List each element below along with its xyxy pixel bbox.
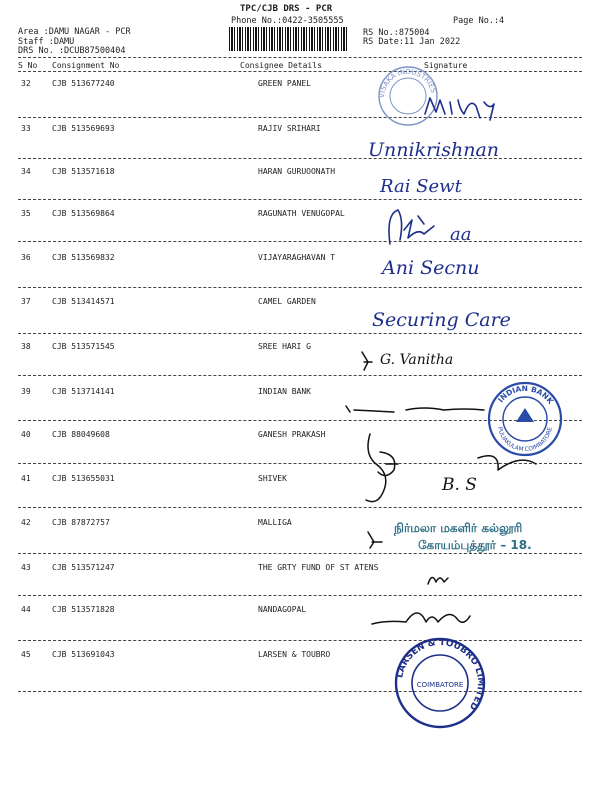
- col-consignee: Consignee Details: [240, 61, 322, 70]
- row-consignee: LARSEN & TOUBRO: [258, 650, 331, 659]
- row-sno: 33: [21, 124, 31, 133]
- col-consignment: Consignment No: [52, 61, 120, 70]
- signature-row33: [366, 130, 536, 170]
- header-divider: [18, 57, 582, 58]
- page-number: Page No.:4: [453, 16, 505, 26]
- row-divider: [18, 595, 582, 596]
- row-consignment: CJB 513691043: [52, 650, 115, 659]
- signature-row35-text: aa: [450, 224, 472, 245]
- signature-row36-text: Ani Secnu: [382, 257, 480, 279]
- row-consignment: CJB 513677240: [52, 79, 115, 88]
- row-consignee: SREE HARI G: [258, 342, 311, 351]
- larsen-stamp-text: LARSEN & TOUBRO LIMITED: [395, 637, 486, 712]
- signature-row44: [366, 594, 476, 634]
- row-consignment: CJB 87872757: [52, 518, 110, 527]
- table-row: [0, 650, 600, 670]
- table-row: [0, 342, 600, 362]
- row-consignment: CJB 513571828: [52, 605, 115, 614]
- row-divider: [18, 287, 582, 288]
- indian-bank-stamp: [486, 380, 564, 458]
- row-consignee: HARAN GURUOONATH: [258, 167, 336, 176]
- column-divider: [18, 71, 582, 72]
- svg-text:LARSEN & TOUBRO LIMITED: [395, 638, 485, 712]
- row-sno: 32: [21, 79, 31, 88]
- signature-row40: [350, 430, 430, 510]
- row-sno: 45: [21, 650, 31, 659]
- barcode: [229, 27, 349, 51]
- row-consignment: CJB 513569693: [52, 124, 115, 133]
- rs-number: RS No.:875004: [363, 28, 430, 38]
- larsen-stamp-center-text: COIMBATORE: [416, 681, 464, 689]
- row-consignee: MALLIGA: [258, 518, 292, 527]
- signature-row39: [344, 400, 494, 420]
- larsen-toubro-stamp: [392, 635, 488, 731]
- area-label: Area :DAMU NAGAR - PCR: [18, 27, 131, 37]
- row-sno: 39: [21, 387, 31, 396]
- row-consignment: CJB 513655031: [52, 474, 115, 483]
- row-consignee: NANDAGOPAL: [258, 605, 307, 614]
- row-sno: 37: [21, 297, 31, 306]
- signature-row37-text: Securing Care: [372, 309, 511, 331]
- row-consignment: CJB 88049608: [52, 430, 110, 439]
- row-consignment: CJB 513571618: [52, 167, 115, 176]
- signature-row36: [380, 250, 540, 284]
- signature-row34-text: Rai Sewt: [380, 176, 462, 197]
- row-consignee: GREEN PANEL: [258, 79, 311, 88]
- row-consignee: SHIVEK: [258, 474, 287, 483]
- row-divider: [18, 375, 582, 376]
- row-divider: [18, 691, 582, 692]
- signature-row35: [378, 204, 528, 254]
- col-signature: Signature: [424, 61, 468, 70]
- document-title: TPC/CJB DRS - PCR: [240, 4, 333, 14]
- row-consignee: RAJIV SRIHARI: [258, 124, 321, 133]
- col-sno: S No: [18, 61, 38, 70]
- row-sno: 38: [21, 342, 31, 351]
- row-consignee: VIJAYARAGHAVAN T: [258, 253, 336, 262]
- tamil-stamp-line2: கோயம்புத்தூர் – 18.: [418, 538, 532, 552]
- table-row: [0, 605, 600, 625]
- row-consignment: CJB 513714141: [52, 387, 115, 396]
- row-consignment: CJB 513414571: [52, 297, 115, 306]
- visaka-stamp-text: VISAKA INDUSTRIES: [377, 67, 438, 99]
- row-consignee: INDIAN BANK: [258, 387, 311, 396]
- signature-row38-text: G. Vanitha: [380, 352, 454, 368]
- row-divider: [18, 507, 582, 508]
- signature-row43: [424, 570, 454, 590]
- indian-bank-stamp-bottom-text: PULIAKULAM COIMBATORE: [496, 426, 554, 454]
- signature-row37: [370, 300, 540, 336]
- row-sno: 44: [21, 605, 31, 614]
- signature-row41: [440, 448, 550, 498]
- row-divider: [18, 640, 582, 641]
- signature-row41-text: B. S: [442, 475, 477, 495]
- row-sno: 34: [21, 167, 31, 176]
- tamil-stamp-line1: நிர்மலா மகளிர் கல்லூரி: [394, 521, 523, 535]
- signature-row38: [358, 344, 478, 376]
- signature-row42-tick: [364, 526, 394, 550]
- staff-label: Staff :DAMU: [18, 37, 75, 47]
- row-sno: 40: [21, 430, 31, 439]
- indian-bank-stamp-top-text: INDIAN BANK: [496, 383, 556, 406]
- row-consignment: CJB 513569832: [52, 253, 115, 262]
- svg-text:INDIAN BANK: [496, 384, 556, 407]
- row-sno: 36: [21, 253, 31, 262]
- row-consignment: CJB 513571545: [52, 342, 115, 351]
- row-consignee: THE GRTY FUND OF ST ATENS: [258, 563, 379, 572]
- row-sno: 42: [21, 518, 31, 527]
- table-row: [0, 563, 600, 583]
- phone-number: Phone No.:0422-3505555: [231, 16, 344, 26]
- row-consignee: RAGUNATH VENUGOPAL: [258, 209, 345, 218]
- row-consignment: CJB 513571247: [52, 563, 115, 572]
- signature-row34: [378, 170, 518, 202]
- drs-number: DRS No. :DCUB87500404: [18, 46, 126, 56]
- row-consignee: GANESH PRAKASH: [258, 430, 326, 439]
- row-consignment: CJB 513569864: [52, 209, 115, 218]
- signature-row32: [420, 92, 530, 122]
- row-sno: 43: [21, 563, 31, 572]
- row-consignee: CAMEL GARDEN: [258, 297, 316, 306]
- row-sno: 35: [21, 209, 31, 218]
- row-sno: 41: [21, 474, 31, 483]
- signature-row33-text: Unnikrishnan: [368, 139, 500, 161]
- rs-date: RS Date:11 Jan 2022: [363, 37, 461, 47]
